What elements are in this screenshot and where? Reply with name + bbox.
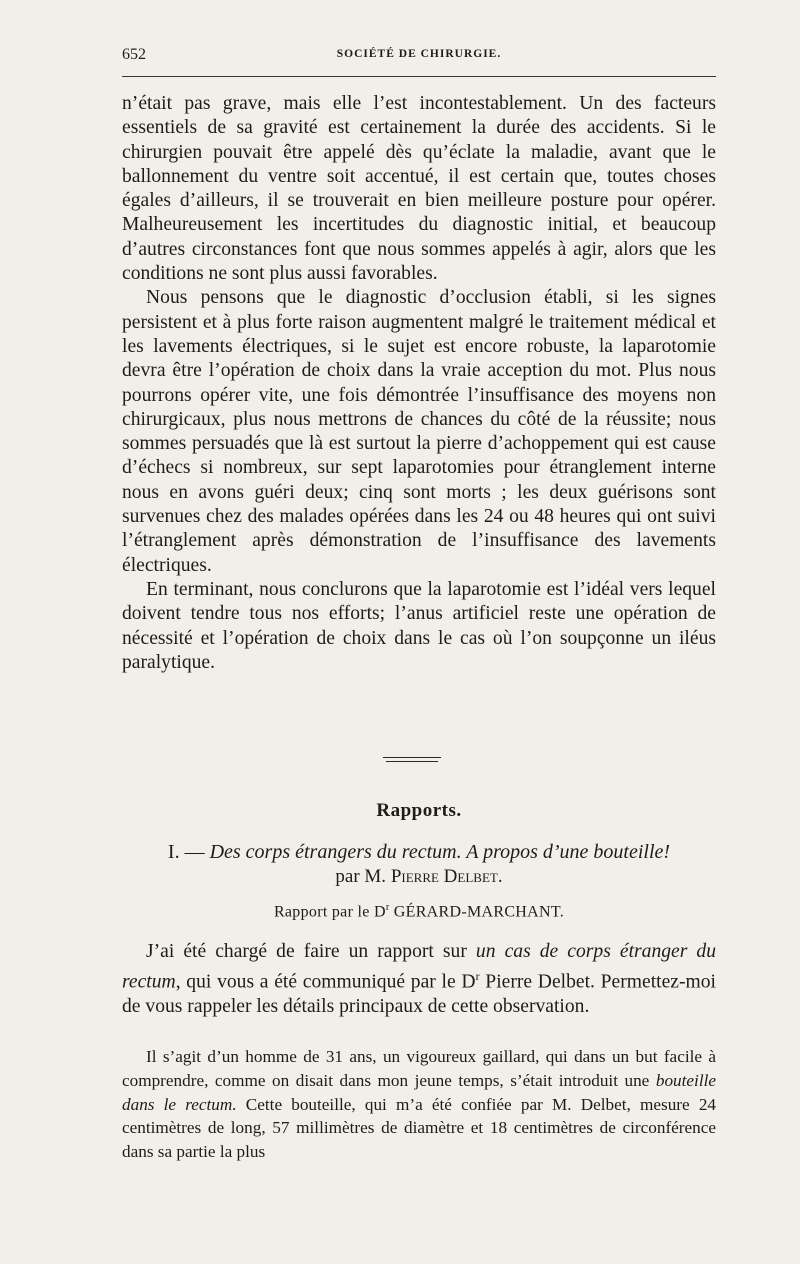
obs-a: Il s’agit d’un homme de 31 ans, un vigoureux gaillard, qui dans un but facile à comprendre, comme on disait dans mon jeune temps, s’était introduit une bbox=[122, 1047, 716, 1090]
intro-b: , qui vous a été communiqué par le D bbox=[175, 971, 476, 993]
page-number: 652 bbox=[122, 46, 146, 63]
byline-sup: r bbox=[385, 902, 390, 913]
report-intro bbox=[122, 940, 716, 1019]
byline-name: GÉRARD-MARCHANT. bbox=[389, 903, 565, 921]
header-rule bbox=[122, 76, 716, 77]
author-prefix: par M. bbox=[335, 866, 391, 887]
paragraph-observation bbox=[122, 1045, 716, 1164]
report-number: I. — bbox=[167, 841, 210, 863]
section-heading: Rapports. bbox=[376, 800, 462, 821]
report-title bbox=[122, 840, 716, 864]
report-title-text: Des corps étrangers du rectum. A propos d’une bouteille! bbox=[209, 841, 671, 863]
report-author bbox=[122, 866, 716, 888]
obs-italic: bouteille dans le rectum. bbox=[122, 1070, 716, 1114]
running-title: SOCIÉTÉ DE CHIRURGIE. bbox=[336, 48, 502, 60]
author-name: Pierre Delbet. bbox=[390, 866, 503, 887]
report-byline bbox=[122, 902, 716, 921]
intro-a: J’ai été chargé de faire un rapport sur bbox=[146, 941, 476, 962]
byline-prefix: Rapport par le D bbox=[273, 903, 386, 921]
section-divider-second bbox=[386, 761, 438, 762]
observation-text bbox=[122, 1045, 716, 1164]
paragraph-laparotomy: Nous pensons que le diagnostic d’occlusion établi, si les signes persistent et à plus forte raison augmentent malgré le traitement médical et les lavements électriques, si le sujet est encore robuste, la laparotomie devra être l’opération de choix dans la vraie acception du mot. Plus nous pourrons opérer vite, une fois démontrée l’insuffisance des moyens non chirurgicaux, plus nous mettrons de chances du côté de la réussite; nous sommes persuadés que là est surtout la pierre d’achoppement qui est cause d’échecs si nombreux, sur sept laparotomies pour étranglement interne nous en avons guéri deux; cinq sont morts ; les deux guérisons sont survenues chez des malades opérées dans les 24 ou 48 heures qui ont suivi l’étranglement après démonstration de l’insuffisance des lavements électriques. bbox=[122, 287, 716, 576]
intro-sup: r bbox=[475, 969, 480, 984]
paragraph-continuation: n’était pas grave, mais elle l’est incontestablement. Un des facteurs essentiels de sa gravité est certainement la durée des accidents. Si le chirurgien pouvait être appelé dès qu’éclate la maladie, avant que le ballonnement du ventre soit accentué, il est certain que, toutes choses égales d’ailleurs, il se trouverait en bien meilleure posture pour opérer. Malheureusement les incertitudes du diagnostic initial, et beaucoup d’autres circonstances font que nous sommes appelés à agir, alors que les conditions ne sont plus aussi favorables. bbox=[122, 93, 716, 285]
intro-c: Pierre Delbet. Permettez-moi de vous rappeler les détails principaux de cette observation. bbox=[122, 971, 716, 1018]
paragraph-intro bbox=[122, 940, 716, 1019]
section-divider bbox=[383, 757, 441, 758]
paragraph-conclusion: En terminant, nous conclurons que la laparotomie est l’idéal vers lequel doivent tendre tous nos efforts; l’anus artificiel reste une opération de nécessité et l’opération de choix dans le cas où l’on soupçonne un iléus paralytique. bbox=[122, 578, 716, 673]
obs-b: Cette bouteille, qui m’a été confiée par M. Delbet, mesure 24 centimètres de long, 57 millimètres de diamètre et 18 centimètres de circonférence dans sa partie la plus bbox=[122, 1094, 717, 1162]
main-text bbox=[122, 92, 716, 675]
intro-italic: un cas de corps étranger du rectum bbox=[122, 941, 717, 993]
running-head bbox=[122, 46, 716, 68]
